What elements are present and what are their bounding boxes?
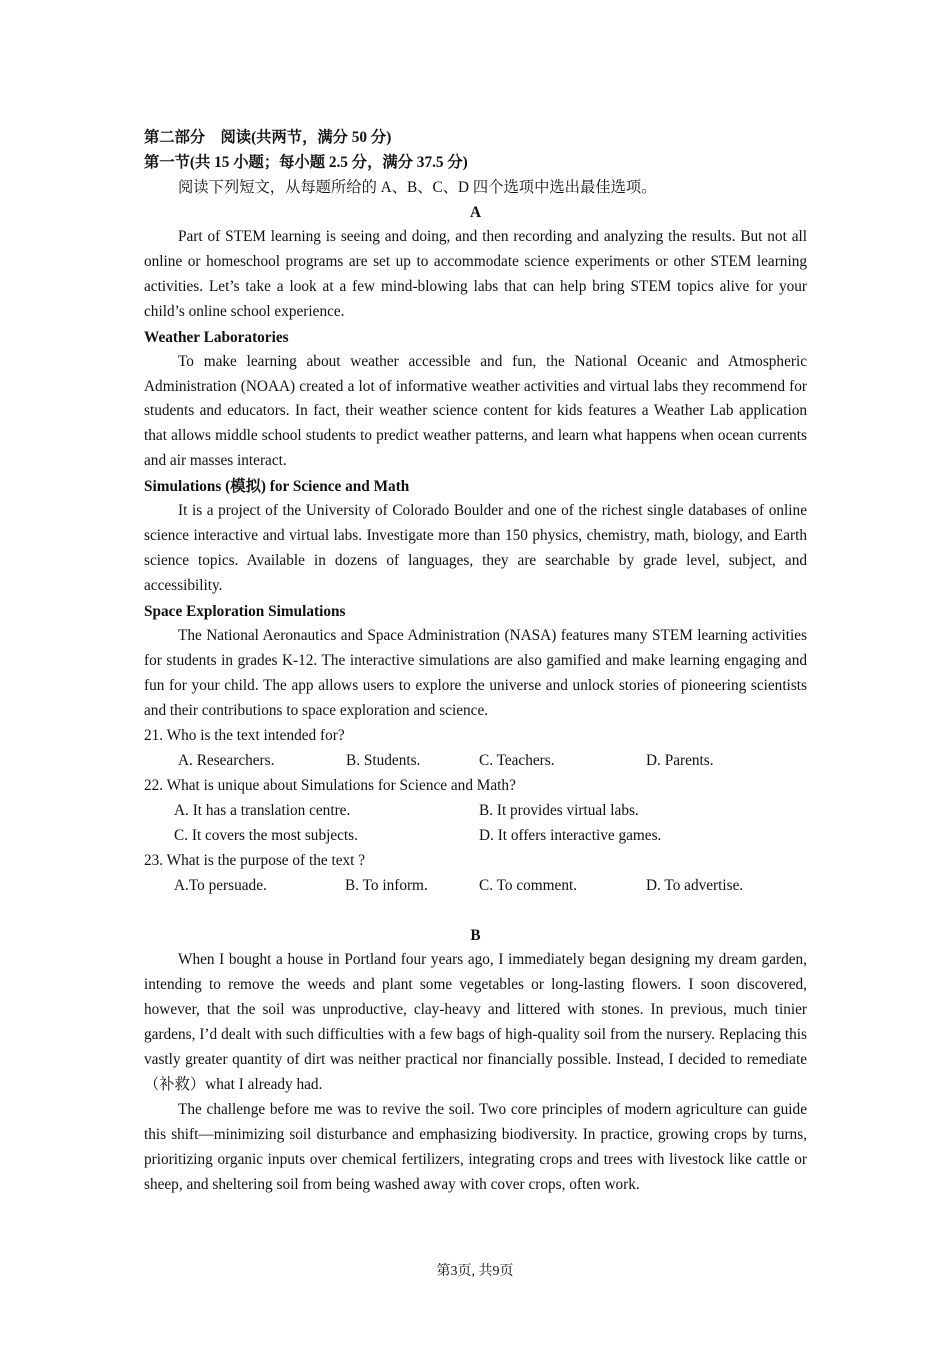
section-heading-simulations: Simulations (模拟) for Science and Math — [144, 478, 410, 496]
section-body-space: The National Aeronautics and Space Administration (NASA) features many STEM learning activities for students in grades K-12. The interactive simulations are also gamified and make learning engaging and fun for your child. The app allows users to explore the universe and unlock stories of pioneering scientists and their contributions to space exploration and science. — [144, 626, 807, 719]
question-22-options-row-2 — [144, 823, 807, 848]
exam-page — [144, 125, 807, 1197]
section-body-simulations: It is a project of the University of Colorado Boulder and one of the richest single databases of online science interactive and virtual labs. Investigate more than 150 physics, chemistry, math, biology, and Earth science topics. Available in dozens of languages, they are searchable by grade level, subject, and accessibility. — [144, 502, 807, 594]
passage-divider-space — [144, 898, 807, 923]
section-heading-space: Space Exploration Simulations — [144, 602, 346, 620]
passage-a-label: A — [469, 204, 482, 221]
section-body-weather: To make learning about weather accessible and fun, the National Oceanic and Atmospheric Administration (NOAA) created a lot of informative weather activities and virtual labs they recommend for students and educators. In fact, their weather science content for kids features a Weather Lab application that allows middle school students to predict weather patterns, and learn what happens when ocean currents and air masses interact. — [144, 352, 807, 470]
question-22-option-c[interactable]: C. It covers the most subjects. — [174, 827, 358, 845]
question-21-options — [144, 748, 807, 773]
instructions: 阅读下列短文，从每题所给的 A、B、C、D 四个选项中选出最佳选项。 — [178, 179, 657, 196]
part-title: 第二部分 阅读(共两节，满分 50 分) — [144, 129, 392, 146]
question-22-option-b[interactable]: B. It provides virtual labs. — [479, 802, 639, 820]
passage-b-label: B — [470, 927, 481, 945]
question-21-option-b[interactable]: B. Students. — [346, 752, 421, 770]
passage-a-intro: Part of STEM learning is seeing and doing, and then recording and analyzing the results. But not all online or homeschool programs are set up to accommodate science experiments or other STEM learning activities. Let’s take a look at a few mind-blowing labs that can help bring STEM topics alive for your child’s online school experience. — [144, 228, 807, 320]
question-23-options — [144, 873, 807, 898]
question-21-option-d[interactable]: D. Parents. — [646, 752, 714, 770]
question-23-option-b[interactable]: B. To inform. — [345, 877, 428, 895]
question-22-option-a[interactable]: A. It has a translation centre. — [174, 802, 351, 820]
passage-b-paragraph-1: When I bought a house in Portland four years ago, I immediately began designing my dream garden, intending to remove the weeds and plant some vegetables or long-lasting flowers. I soon discovered, however, that the soil was unproductive, clay-heavy and littered with stones. In previous, much tinier gardens, I’d dealt with such difficulties with a few bags of high-quality soil from the nursery. Replacing this vastly greater quantity of dirt was neither practical nor financially possible. Instead, I decided to remediate（补救）what I already had. — [144, 951, 807, 1093]
question-23-option-d[interactable]: D. To advertise. — [646, 877, 744, 895]
question-23-option-a[interactable]: A.To persuade. — [174, 877, 267, 895]
question-21-stem: 21. Who is the text intended for? — [144, 727, 345, 745]
question-23-option-c[interactable]: C. To comment. — [479, 877, 578, 895]
question-23-stem: 23. What is the purpose of the text ? — [144, 852, 366, 870]
question-22-stem: 22. What is unique about Simulations for Science and Math? — [144, 777, 516, 795]
page-number: 第3页, 共9页 — [436, 1264, 514, 1279]
section-heading-weather: Weather Laboratories — [144, 328, 289, 346]
question-22-option-d[interactable]: D. It offers interactive games. — [479, 827, 662, 845]
question-21-option-a[interactable]: A. Researchers. — [178, 752, 275, 770]
question-22-options-row-1 — [144, 798, 807, 823]
passage-b-paragraph-2: The challenge before me was to revive the soil. Two core principles of modern agriculture can guide this shift—minimizing soil disturbance and emphasizing biodiversity. In practice, growing crops by turns, prioritizing organic inputs over chemical fertilizers, integrating crops and trees with livestock like cattle or sheep, and sheltering soil from being washed away with cover crops, often work. — [144, 1100, 807, 1193]
question-21-option-c[interactable]: C. Teachers. — [479, 752, 555, 770]
section-title: 第一节(共 15 小题；每小题 2.5 分，满分 37.5 分) — [144, 154, 468, 171]
